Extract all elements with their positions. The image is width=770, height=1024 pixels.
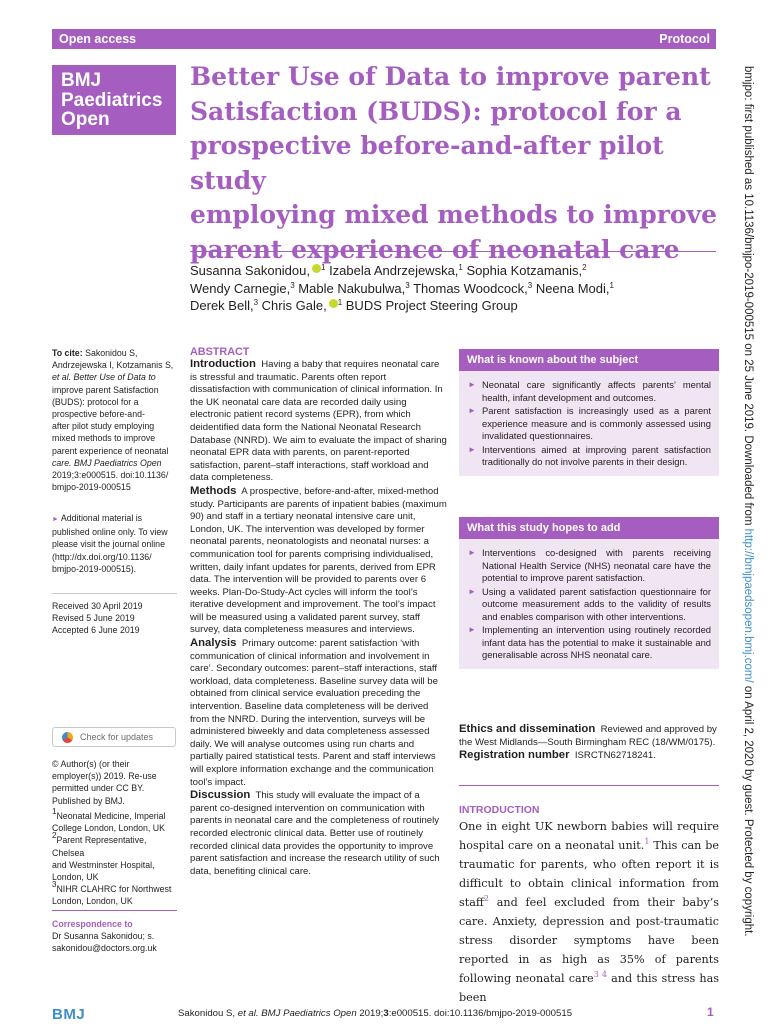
- citation-line: parent experience of neonatal: [52, 445, 169, 456]
- header-bar: [52, 29, 716, 49]
- citation-line: [52, 347, 177, 359]
- section-text: Primary outcome: parent satisfaction ‘with communication of clinical information and involvement in care’. Secondary outcomes: parent–staff interactions, staff workload, data completeness. Baseline survey data will be obtained from clinical service evaluation preceding the intervention. Baseline data completeness will be derived from the NNRD. During the intervention, surveys will be administered biweekly and data completeness assessed daily. We will analyse outcomes using run charts and partially paired statistical tests. Parent and staff interviews will explore information exchange and the communication tool’s impact.: [190, 638, 438, 788]
- citation-line: bmjpo-2019-000515: [52, 482, 131, 493]
- footer-text: :e000515. doi:10.1136/bmjpo-2019-000515: [388, 1008, 573, 1019]
- additional-line: [52, 512, 177, 526]
- ethics-paragraph: [459, 723, 721, 749]
- accepted-date: Accepted 6 June 2019: [52, 625, 140, 636]
- section-label: Analysis: [190, 637, 237, 650]
- citation-text: care. BMJ Paediatrics Open: [52, 457, 162, 468]
- journal-logo-line2: Paediatrics: [61, 89, 163, 111]
- ethics-block: [459, 723, 721, 763]
- list-item: ► Interventions co-designed with parents receiving National Health Service (NHS) neonatal care have the potential to improve parent satisfaction.: [467, 547, 711, 585]
- section-label: Methods: [190, 484, 237, 497]
- side-divider: [52, 593, 177, 594]
- citation-line: after pilot study employing: [52, 421, 155, 432]
- correspondence-email[interactable]: sakonidou@doctors.org.uk: [52, 943, 157, 954]
- abstract: [190, 346, 447, 878]
- additional-line[interactable]: bmjpo-2019-000515).: [52, 563, 137, 574]
- title-line: Satisfaction (BUDS): protocol for a: [190, 96, 682, 126]
- author-name[interactable]: Thomas Woodcock,: [413, 280, 528, 296]
- footer-text: 3: [383, 1008, 389, 1019]
- reference-link[interactable]: 2: [483, 894, 489, 903]
- section-label: Introduction: [190, 358, 256, 370]
- affiliation-ref: 1: [458, 263, 463, 272]
- affiliation-line: College London, London, UK: [52, 823, 165, 834]
- author-name[interactable]: Wendy Carnegie,: [190, 280, 291, 296]
- citation-line: 2019;3:e000515. doi:10.1136/: [52, 470, 169, 481]
- journal-logo-line1: BMJ: [61, 70, 102, 91]
- section-text: A prospective, before-and-after, mixed-method study. Participants are parents of inpatient babies (maximum 90) and staff in a tertiary neonatal intensive care unit, London, UK. The intervention was developed by former neonatal parents, neonatologists and neonatal nurses: a communication tool for parents comprising individualised, written, daily infant updates for parents, derived from EPR data. The intervention will be provided to parents over 6 weeks. Plan-Do-Study-Act cycles will inform the tool’s iterative development and improvement. The tool’s impact will be measured using a validated parent survey, staff survey, data completeness measures and interviews.: [190, 485, 447, 636]
- received-date: Received 30 April 2019: [52, 601, 143, 611]
- affiliation-text: Neonatal Medicine, Imperial: [56, 811, 166, 821]
- side-divider: [52, 910, 177, 911]
- vertical-text: bmjpo: first published as 10.1136/bmjpo-2019-000515 on 25 June 2019. Downloaded from: [742, 66, 754, 529]
- affiliations: [52, 807, 177, 908]
- author-name[interactable]: Susanna Sakonidou,: [190, 263, 310, 278]
- section-text: Reviewed and approved by the West Midlands—South Birmingham REC (18/WM/0175).: [459, 724, 717, 748]
- affiliation-number: 1: [52, 807, 57, 816]
- author-line: [190, 262, 720, 280]
- check-updates-label: Check for updates: [80, 732, 154, 742]
- affiliation-line: [52, 831, 177, 858]
- footer-text: et al. BMJ Paediatrics Open: [237, 1008, 357, 1019]
- article-title: [190, 60, 720, 267]
- reference-link[interactable]: 3 4: [593, 970, 608, 979]
- adds-box-heading: What this study hopes to add: [459, 517, 719, 539]
- reference-link[interactable]: 1: [644, 837, 650, 846]
- affiliation-number: 2: [52, 831, 57, 841]
- license-block: [52, 758, 177, 807]
- correspondence-heading: Correspondence to: [52, 919, 133, 929]
- title-line: prospective before-and-after pilot study: [190, 131, 664, 195]
- page-number: 1: [707, 1005, 714, 1019]
- citation-line: prospective before-and-: [52, 409, 145, 420]
- author-list: [190, 262, 720, 315]
- orcid-icon[interactable]: [329, 299, 338, 308]
- section-text: This study will evaluate the impact of a parent co-designed intervention on communication with parents in neonatal care and the completeness of routinely recorded electronic clinical data. Better use of routinely recorded clinical data provides the opportunity to improve parent satisfaction and increase the research utility of such data, benefiting clinical care.: [190, 790, 440, 877]
- citation-line: improve parent Satisfaction: [52, 384, 159, 395]
- citation-text: Sakonidou S,: [85, 348, 138, 358]
- known-box: [459, 349, 719, 476]
- list-item: ► Using a validated parent satisfaction questionnaire for outcome measurement adds to the validity of results and enables comparison with other interventions.: [467, 586, 711, 624]
- footer-citation: [178, 1008, 572, 1019]
- registration-number: ISRCTN62718241.: [574, 750, 656, 762]
- intro-text: This can be traumatic for parents, who often report it is difficult to obtain clinical information from staff: [459, 839, 720, 909]
- license-line: Published by BMJ.: [52, 795, 125, 806]
- vertical-copyright-note: [738, 66, 758, 956]
- affiliation-ref: 1: [337, 298, 343, 307]
- open-access-label: Open access: [59, 32, 137, 46]
- list-item: ► Interventions aimed at improving parent satisfaction traditionally do not involve parents in their design.: [467, 444, 711, 469]
- author-name[interactable]: Mable Nakubulwa,: [298, 280, 406, 296]
- affiliation-text: NIHR CLAHRC for Northwest: [56, 884, 172, 895]
- section-label: Discussion: [190, 789, 251, 802]
- citation-line: [52, 457, 177, 469]
- adds-box: [459, 517, 719, 669]
- check-for-updates-button[interactable]: [52, 727, 176, 747]
- license-line: © Author(s) (or their: [52, 759, 130, 769]
- registration-paragraph: [459, 749, 721, 763]
- author-name[interactable]: Chris Gale,: [261, 298, 327, 313]
- author-line: [190, 280, 720, 298]
- affiliation-line: and Westminster Hospital,: [52, 859, 155, 870]
- citation-line: Andrzejewska I, Kotzamanis S,: [52, 360, 174, 371]
- abstract-introduction: [190, 358, 447, 485]
- author-group: BUDS Project Steering Group: [345, 298, 518, 313]
- section-text: Having a baby that requires neonatal care is stressful and traumatic. Parents often report dissatisfaction with communication of clinical information. In the UK neonatal care data are recorded daily using electronic patient record systems (EPR), from which deidentified data form the National Neonatal Research Database (NNRD). We aim to evaluate the impact of sharing neonatal EPR data with parents, on parent-reported satisfaction, parent–staff interactions, staff workload and data completeness.: [190, 359, 447, 484]
- list-item: ► Implementing an intervention using routinely recorded infant data has the potential to make it sustainable and generalisable across NHS neonatal care.: [467, 624, 711, 662]
- affiliation-ref: 1: [609, 280, 614, 290]
- correspondence-block: [52, 918, 177, 955]
- affiliation-ref: 1: [320, 263, 326, 272]
- additional-text: Additional material is: [60, 513, 143, 523]
- abstract-discussion: [190, 789, 447, 878]
- license-line: permitted under CC BY.: [52, 783, 145, 794]
- title-line: parent experience of neonatal care: [190, 234, 680, 264]
- article-dates: [52, 600, 177, 637]
- footer-text: 2019;: [356, 1008, 384, 1019]
- author-name[interactable]: Sophia Kotzamanis,: [466, 263, 583, 278]
- intro-text: and this stress has been: [459, 972, 719, 1004]
- ethics-divider: [459, 785, 719, 786]
- intro-text: and feel excluded from their baby’s care. Anxiety, depression and post-traumatic stress disorder symptoms have been reported in as high as 35% of parents following neonatal care: [459, 896, 719, 985]
- license-line: employer(s)) 2019. Re-use: [52, 771, 157, 782]
- revised-date: Revised 5 June 2019: [52, 613, 135, 624]
- bmj-logo: BMJ: [52, 1006, 86, 1023]
- affiliation-ref: 2: [582, 263, 587, 272]
- title-line: Better Use of Data to improve parent: [190, 62, 711, 91]
- citation-line: (BUDS): protocol for a: [52, 396, 139, 407]
- affiliation-text: Parent Representative, Chelsea: [52, 835, 147, 858]
- affiliation-line: London, London, UK: [52, 896, 133, 907]
- additional-material-note: [52, 512, 177, 575]
- author-line: [190, 297, 720, 315]
- author-name[interactable]: Neena Modi,: [535, 280, 610, 296]
- abstract-methods: [190, 485, 447, 637]
- author-name[interactable]: Izabela Andrzejewska,: [329, 263, 459, 278]
- vertical-text: on April 2, 2020 by guest. Protected by copyright.: [742, 682, 754, 937]
- affiliation-line: [52, 880, 177, 895]
- list-item: ► Parent satisfaction is increasingly used as a parent experience measure and is commonly assessed using invalidated questionnaires.: [467, 405, 711, 443]
- affiliation-ref: 3: [290, 280, 295, 290]
- introduction-heading: INTRODUCTION: [459, 804, 540, 816]
- known-box-heading: What is known about the subject: [459, 349, 719, 371]
- known-list: [459, 371, 719, 476]
- journal-logo: [52, 65, 176, 135]
- footer-text: Sakonidou S,: [178, 1008, 238, 1019]
- affiliation-ref: 3: [253, 298, 259, 307]
- title-divider: [190, 251, 716, 252]
- affiliation-ref: 3: [527, 280, 533, 290]
- citation-line: [52, 371, 177, 383]
- additional-line[interactable]: (http://dx.doi.org/10.1136/: [52, 551, 152, 562]
- citation-line: mixed methods to improve: [52, 433, 156, 444]
- orcid-icon[interactable]: [312, 264, 321, 273]
- abstract-analysis: [190, 637, 447, 789]
- additional-line: please visit the journal online: [52, 539, 165, 550]
- affiliation-number: 3: [52, 880, 57, 890]
- journal-link[interactable]: http://bmjpaedsopen.bmj.com/: [742, 528, 754, 683]
- affiliation-ref: 3: [405, 280, 410, 290]
- additional-line: published online only. To view: [52, 527, 168, 538]
- abstract-heading: ABSTRACT: [190, 346, 250, 358]
- adds-list: [459, 539, 719, 669]
- citation-text: et al. Better Use of Data to: [52, 372, 156, 383]
- article-type-label: Protocol: [659, 32, 710, 46]
- introduction-text: [459, 817, 719, 1007]
- correspondence-line: Dr Susanna Sakonidou; s.: [52, 931, 155, 942]
- citation-block: [52, 347, 177, 493]
- title-line: employing mixed methods to improve: [190, 200, 717, 229]
- section-label: Ethics and dissemination: [459, 723, 596, 735]
- section-label: Registration number: [459, 749, 570, 762]
- affiliation-line: London, UK: [52, 872, 99, 883]
- bullet-icon: ►: [52, 516, 59, 523]
- intro-text: One in eight UK newborn babies will require hospital care on a neonatal unit.: [459, 820, 719, 852]
- author-name[interactable]: Derek Bell,: [190, 298, 254, 313]
- list-item: ► Neonatal care significantly affects parents’ mental health, infant development and outcomes.: [467, 379, 711, 404]
- crossmark-icon: [62, 732, 73, 743]
- journal-logo-line3: Open: [61, 109, 110, 130]
- citation-label: To cite:: [52, 348, 83, 358]
- affiliation-line: [52, 807, 177, 822]
